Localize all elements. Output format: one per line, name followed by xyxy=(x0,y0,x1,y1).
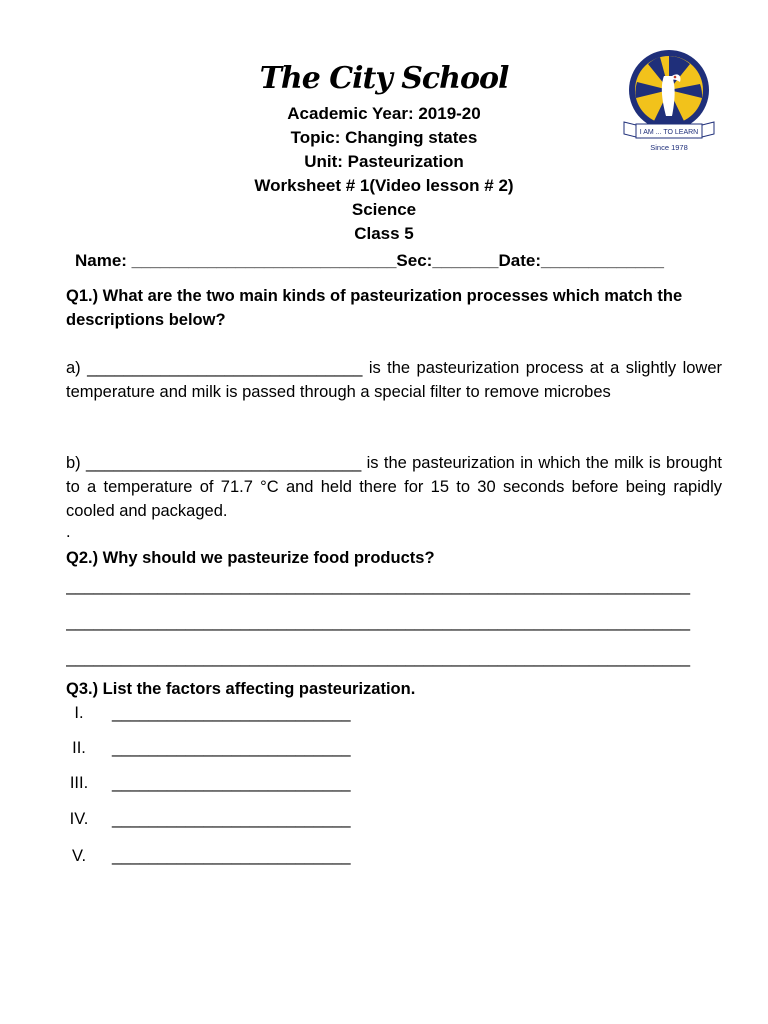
name-sec-date-row: Name: ____________________________Sec:_______Date:_____________ xyxy=(75,251,664,270)
q3-item-blank: __________________________ xyxy=(112,810,351,828)
q3-item-blank: __________________________ xyxy=(112,847,351,865)
class-level: Class 5 xyxy=(354,224,414,243)
school-logo-icon xyxy=(620,46,718,158)
q2-answer-line-1: ____________________________________________________________________ xyxy=(66,577,691,595)
q3-item-number: II. xyxy=(72,739,86,757)
q3-item-2 xyxy=(60,736,380,760)
q2-answer-line-3: ____________________________________________________________________ xyxy=(66,649,691,667)
subject: Science xyxy=(351,200,417,219)
logo-motto: I AM ... TO LEARN xyxy=(639,129,699,136)
q3-item-blank: __________________________ xyxy=(112,704,351,722)
logo-since: Since 1978 xyxy=(650,143,688,152)
q3-item-number: V. xyxy=(71,847,87,865)
q3-item-5 xyxy=(60,844,380,868)
q3-item-blank: __________________________ xyxy=(112,774,351,792)
q3-item-blank: __________________________ xyxy=(112,739,351,757)
q3-item-3 xyxy=(60,771,380,795)
q3-item-4 xyxy=(60,807,380,831)
separator-dot: . xyxy=(66,523,71,541)
unit: Unit: Pasteurization xyxy=(304,152,464,171)
q3-question: Q3.) List the factors affecting pasteurization. xyxy=(66,680,416,698)
q1-part-a: a) ______________________________ is the pasteurization process at a slightly lower temperature and milk is passed through a special filter to remove microbes xyxy=(66,359,722,401)
q3-item-number: III. xyxy=(69,774,89,792)
q3-item-1 xyxy=(60,701,380,725)
q3-item-number: IV. xyxy=(69,810,89,828)
academic-year: Academic Year: 2019-20 xyxy=(287,104,481,123)
q3-item-number: I. xyxy=(74,704,84,722)
q1-question: Q1.) What are the two main kinds of pasteurization processes which match the descriptions below? xyxy=(66,287,683,329)
worksheet-number: Worksheet # 1(Video lesson # 2) xyxy=(254,176,514,195)
q1-part-b: b) ______________________________ is the pasteurization in which the milk is brought to a temperature of 71.7 °C and held there for 15 to 30 seconds before being rapidly cooled and packaged. xyxy=(66,454,722,520)
q2-answer-line-2: ____________________________________________________________________ xyxy=(66,613,691,631)
topic: Topic: Changing states xyxy=(290,128,478,147)
q2-question: Q2.) Why should we pasteurize food products? xyxy=(66,549,435,567)
school-name: The City School xyxy=(259,61,509,96)
